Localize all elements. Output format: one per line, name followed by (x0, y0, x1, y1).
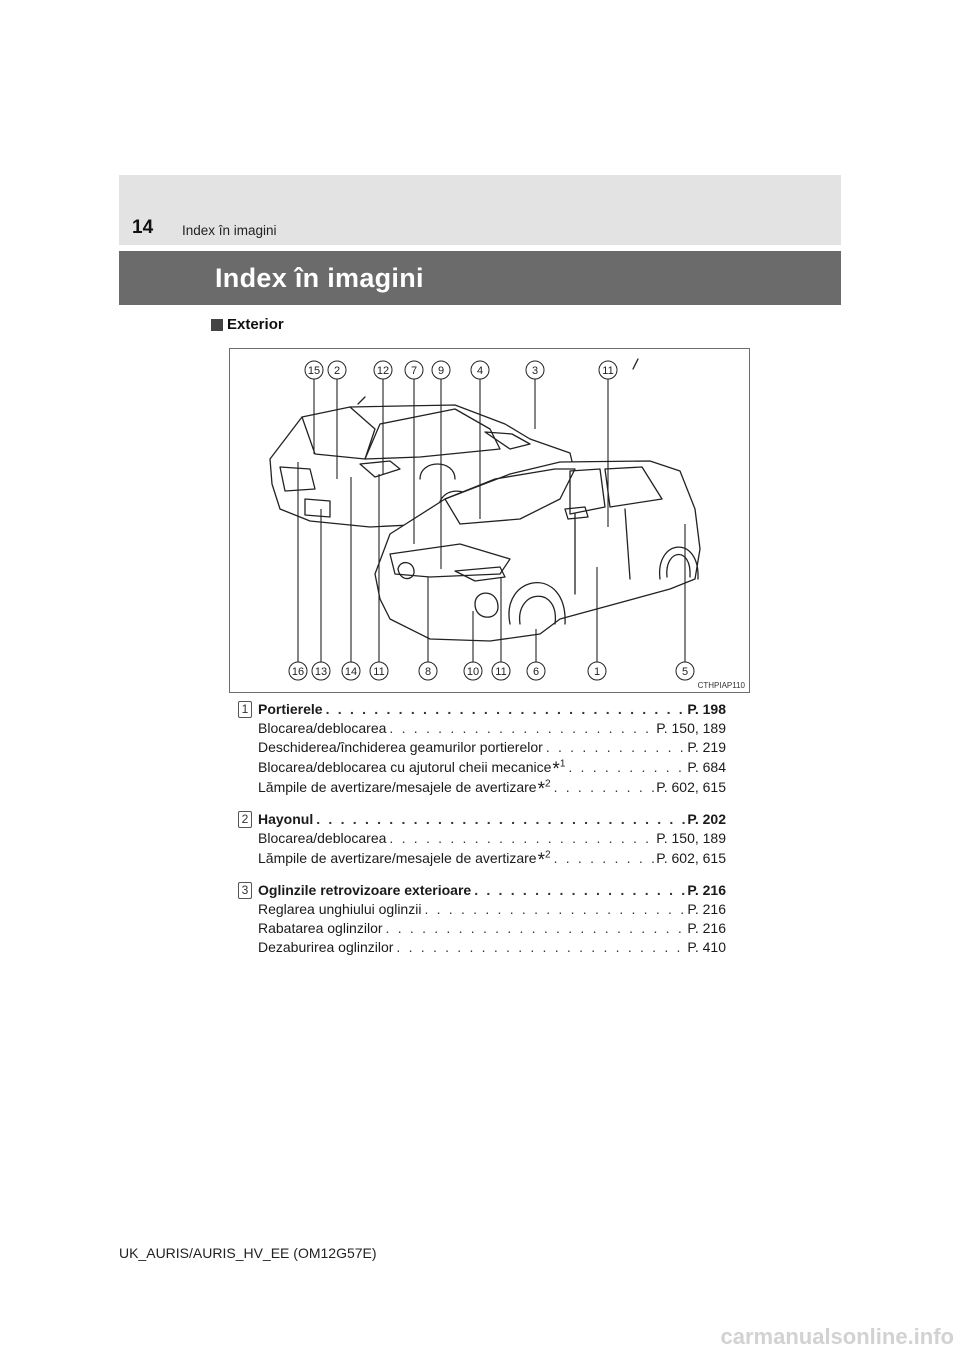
entry-doors (232, 700, 726, 800)
callout-8 (419, 662, 437, 680)
svg-text:11: 11 (373, 666, 385, 678)
item-label: Lămpile de avertizare/mesajele de avertizare*$^2$ (258, 849, 551, 871)
entry-item (258, 848, 726, 871)
leader-dots (551, 778, 657, 797)
page-reference[interactable]: P. 202 (687, 811, 726, 827)
item-label: Rabatarea oglinzilor (258, 920, 383, 936)
asterisk-icon: * (537, 779, 545, 800)
item-label: Reglarea unghiului oglinzii (258, 901, 422, 917)
page-reference[interactable]: P. 602, 615 (656, 779, 726, 795)
entry-title-line (258, 881, 726, 900)
section-heading-label: Exterior (227, 316, 284, 333)
entry-item (258, 919, 726, 938)
leader-dots (323, 700, 688, 719)
page-reference[interactable]: P. 198 (687, 701, 726, 717)
entry-item (258, 777, 726, 800)
svg-text:14: 14 (344, 666, 358, 678)
entry-item (258, 719, 726, 738)
leader-dots (551, 849, 657, 868)
page-reference[interactable]: P. 684 (687, 759, 726, 775)
callout-14 (342, 662, 360, 680)
entry-number: 2 (238, 811, 252, 828)
car-illustration (230, 349, 751, 694)
svg-text:2: 2 (333, 365, 341, 377)
svg-text:12: 12 (376, 365, 390, 377)
page-reference[interactable]: P. 602, 615 (656, 850, 726, 866)
callout-3 (526, 361, 544, 379)
page-reference[interactable]: P. 216 (687, 882, 726, 898)
callout-11-top (599, 361, 617, 379)
callout-5 (676, 662, 694, 680)
footer-model-code: UK_AURIS/AURIS_HV_EE (OM12G57E) (119, 1245, 377, 1261)
entry-title: Oglinzile retrovizoare exterioare (258, 882, 472, 898)
callout-16 (289, 662, 307, 680)
callout-15 (305, 361, 323, 379)
title-band (119, 251, 841, 305)
item-label: Dezaburirea oglinzilor (258, 939, 394, 955)
callout-13 (312, 662, 330, 680)
leader-dots (393, 938, 687, 957)
svg-text:11: 11 (602, 365, 614, 377)
square-bullet-icon (211, 319, 223, 331)
svg-text:13: 13 (314, 666, 328, 678)
callout-6 (527, 662, 545, 680)
footnote-marker: 2 (545, 778, 551, 790)
exterior-figure (229, 348, 750, 693)
entry-outside-mirrors (232, 881, 726, 957)
callout-9 (432, 361, 450, 379)
page-reference[interactable]: P. 150, 189 (656, 720, 726, 736)
leader-dots (471, 881, 687, 900)
page-reference[interactable]: P. 150, 189 (656, 830, 726, 846)
svg-text:1: 1 (593, 666, 601, 678)
asterisk-icon: * (552, 759, 560, 780)
leader-dots (565, 758, 687, 777)
entry-item (258, 829, 726, 848)
entry-item (258, 938, 726, 957)
item-label: Blocarea/deblocarea (258, 830, 387, 846)
svg-text:5: 5 (681, 666, 689, 678)
item-label: Deschiderea/închiderea geamurilor portierelor (258, 739, 543, 755)
page-reference[interactable]: P. 410 (687, 939, 726, 955)
page-reference[interactable]: P. 216 (687, 901, 726, 917)
entry-list (232, 700, 726, 970)
item-label: Blocarea/deblocarea (258, 720, 387, 736)
entry-number: 1 (238, 701, 252, 718)
svg-text:6: 6 (532, 666, 540, 678)
entry-title: Portierele (258, 701, 323, 717)
callout-10 (464, 662, 482, 680)
item-label: Lămpile de avertizare/mesajele de avertizare*$^2$ (258, 778, 551, 800)
page-title: Index în imagini (215, 263, 424, 293)
svg-text:11: 11 (495, 666, 507, 678)
item-label: Blocarea/deblocarea cu ajutorul cheii mecanice*$^1$ (258, 758, 566, 780)
running-title: Index în imagini (182, 223, 277, 238)
entry-tailgate (232, 810, 726, 871)
callout-7 (405, 361, 423, 379)
entry-title-line (258, 700, 726, 719)
watermark: carmanualsonline.info (720, 1324, 954, 1349)
svg-text:4: 4 (476, 365, 484, 377)
svg-text:3: 3 (531, 365, 539, 377)
leader-dots (543, 738, 688, 757)
leader-dots (421, 900, 687, 919)
entry-title: Hayonul (258, 811, 314, 827)
page-reference[interactable]: P. 219 (687, 739, 726, 755)
svg-text:7: 7 (410, 365, 418, 377)
svg-text:10: 10 (466, 666, 480, 678)
entry-number: 3 (238, 882, 252, 899)
entry-item (258, 900, 726, 919)
svg-text:15: 15 (307, 365, 321, 377)
callout-11-bottom-a (370, 662, 388, 680)
footnote-marker: 1 (559, 758, 566, 770)
page-reference[interactable]: P. 216 (687, 920, 726, 936)
callout-2 (328, 361, 346, 379)
page-number: 14 (132, 217, 154, 238)
callout-12 (374, 361, 392, 379)
svg-text:8: 8 (424, 666, 432, 678)
svg-text:9: 9 (437, 365, 445, 377)
callout-4 (471, 361, 489, 379)
svg-text:16: 16 (291, 666, 305, 678)
entry-item (258, 757, 726, 780)
callout-11-bottom-b (492, 662, 510, 680)
leader-dots (386, 719, 656, 738)
entry-item (258, 738, 726, 757)
asterisk-icon: * (537, 850, 545, 871)
section-heading (211, 316, 284, 333)
entry-title-line (258, 810, 726, 829)
figure-code: CTHPIAP110 (697, 681, 745, 690)
footnote-marker: 2 (545, 849, 551, 861)
leader-dots (383, 919, 688, 938)
leader-dots (313, 810, 687, 829)
callout-1 (588, 662, 606, 680)
leader-dots (386, 829, 656, 848)
